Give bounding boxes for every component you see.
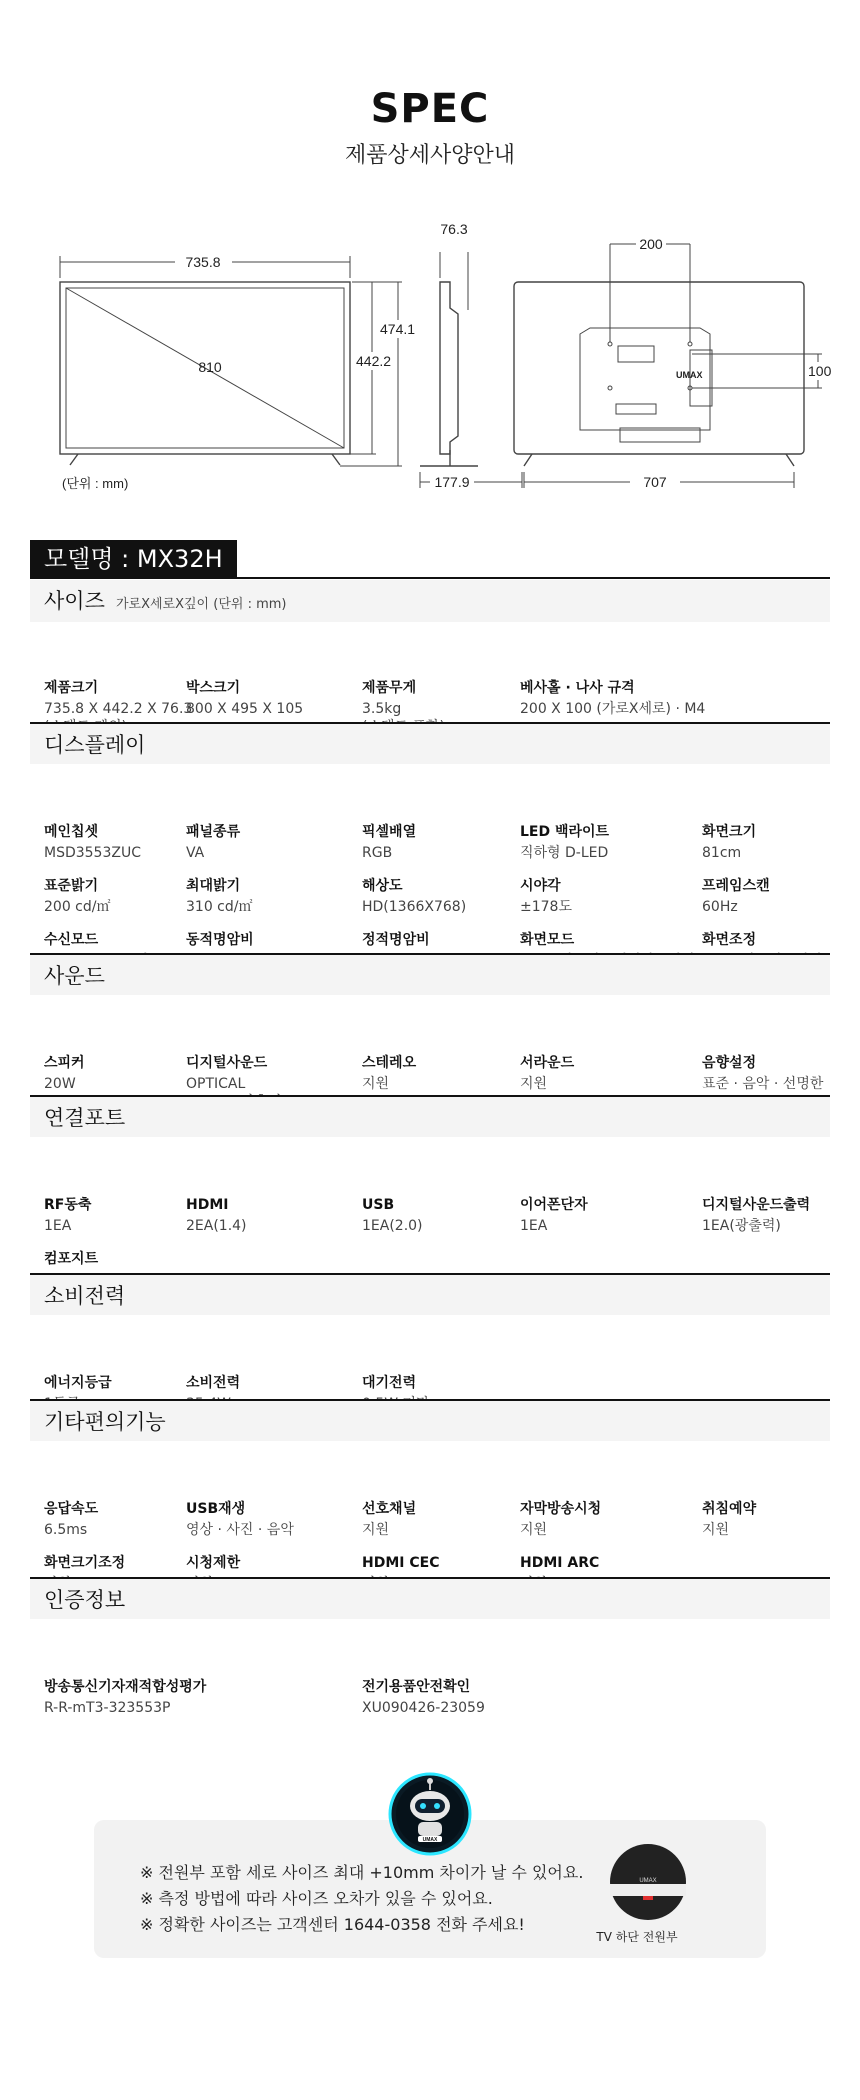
spec-cell: 해상도 HD(1366X768) bbox=[362, 878, 467, 915]
spec-cell: 화면모드 bbox=[520, 932, 575, 948]
notice-line: ※ 전원부 포함 세로 사이즈 최대 +10mm 차이가 날 수 있어요. bbox=[140, 1863, 584, 1882]
dim-unit: (단위 : mm) bbox=[62, 476, 129, 491]
spec-cell: 선호채널 지원 bbox=[362, 1501, 417, 1538]
spec-cell: 취침예약 지원 bbox=[702, 1501, 757, 1538]
dim-side-stand-depth: 177.9 bbox=[434, 474, 470, 490]
section-power-header bbox=[30, 1273, 830, 1315]
spec-cell: 컴포지트 bbox=[44, 1251, 99, 1267]
page-header bbox=[0, 86, 860, 169]
section-power-title: 소비전력 bbox=[44, 1284, 126, 1308]
spec-cell: 에너지등급 bbox=[44, 1375, 112, 1391]
section-cert-title: 인증정보 bbox=[44, 1588, 126, 1612]
section-ports-title: 연결포트 bbox=[44, 1106, 126, 1130]
section-display bbox=[30, 722, 830, 952]
spec-cell: 제품무게 3.5kg bbox=[362, 680, 417, 717]
spec-cell: 스테레오 지원 bbox=[362, 1055, 417, 1092]
spec-cell: 베사홀 · 나사 규격 200 X 100 (가로X세로) · M4 bbox=[520, 680, 706, 717]
section-cert bbox=[30, 1577, 830, 1716]
section-sound-header bbox=[30, 953, 830, 995]
spec-cell: 방송통신기자재적합성평가 R-R-mT3-323553P bbox=[44, 1679, 207, 1716]
spec-cell: 정적명암비 bbox=[362, 932, 430, 948]
tv-side-profile bbox=[440, 282, 458, 454]
spec-cell: 박스크기 800 X 495 X 105 bbox=[186, 680, 304, 717]
dim-back-vesa-height: 100 bbox=[808, 363, 832, 379]
spec-cell: 표준밝기 200 cd/㎡ bbox=[44, 878, 111, 915]
spec-cell: 픽셀배열 RGB bbox=[362, 824, 417, 861]
robot-mascot-icon bbox=[388, 1772, 472, 1856]
spec-cell: 이어폰단자 1EA bbox=[520, 1197, 588, 1234]
section-size-header bbox=[30, 580, 830, 622]
spec-cell: 스피커 20W bbox=[44, 1055, 85, 1092]
page-title: SPEC bbox=[370, 86, 490, 132]
section-sound-title: 사운드 bbox=[44, 964, 105, 988]
spec-cell: 화면크기 81cm bbox=[702, 824, 757, 861]
spec-cell: LED 백라이트 직하형 D-LED bbox=[520, 824, 610, 861]
spec-cell: 디지털사운드출력 1EA(광출력) bbox=[702, 1197, 811, 1234]
section-ports-header bbox=[30, 1095, 830, 1137]
spec-cell: 메인칩셋 MSD3553ZUC bbox=[44, 824, 141, 861]
model-badge: 모델명 : MX32H bbox=[30, 540, 237, 578]
section-display-title: 디스플레이 bbox=[44, 733, 146, 757]
section-extra-title: 기타편의기능 bbox=[44, 1410, 166, 1434]
section-sound bbox=[30, 953, 830, 1093]
spec-cell: HDMI ARC bbox=[520, 1555, 600, 1571]
model-divider bbox=[30, 577, 830, 579]
dim-front-height-total: 474.1 bbox=[380, 321, 416, 337]
spec-cell: 전기용품안전확인 XU090426-23059 bbox=[362, 1679, 485, 1716]
spec-cell: 시청제한 bbox=[186, 1555, 241, 1571]
section-extra-header bbox=[30, 1399, 830, 1441]
section-size-title: 사이즈 bbox=[44, 589, 105, 613]
tv-front-leg-right bbox=[332, 454, 340, 465]
spec-cell: 수신모드 bbox=[44, 932, 99, 948]
spec-cell: 최대밝기 310 cd/㎡ bbox=[186, 878, 253, 915]
section-cert-header bbox=[30, 1577, 830, 1619]
tv-circle-brand: UMAX bbox=[639, 1878, 657, 1884]
spec-cell: 대기전력 bbox=[362, 1375, 417, 1391]
spec-cell: HDMI 2EA(1.4) bbox=[186, 1197, 247, 1234]
dim-side-depth: 76.3 bbox=[440, 221, 468, 237]
spec-cell: 패널종류 VA bbox=[186, 824, 241, 861]
section-power bbox=[30, 1273, 830, 1397]
tv-drawings bbox=[0, 210, 860, 510]
section-extra bbox=[30, 1399, 830, 1575]
tv-power-unit-icon bbox=[610, 1844, 686, 1920]
section-ports bbox=[30, 1095, 830, 1271]
notice-list bbox=[140, 1860, 583, 1938]
spec-cell: 프레임스캔 60Hz bbox=[702, 878, 770, 915]
spec-cell: 소비전력 bbox=[186, 1375, 241, 1391]
spec-cell: 화면크기조정 bbox=[44, 1555, 126, 1571]
dim-back-stand-width: 707 bbox=[643, 474, 667, 490]
spec-cell: 음향설정 표준 · 음악 · 선명한 bbox=[702, 1055, 824, 1092]
page-subtitle: 제품상세사양안내 bbox=[344, 143, 516, 168]
notice-line: ※ 측정 방법에 따라 사이즈 오차가 있을 수 있어요. bbox=[140, 1889, 493, 1908]
mascot-brand: UMAX bbox=[422, 1837, 438, 1843]
spec-cell: 응답속도 6.5ms bbox=[44, 1501, 99, 1538]
spec-cell: 자막방송시청 지원 bbox=[520, 1501, 602, 1538]
spec-cell: 시야각 ±178도 bbox=[520, 878, 572, 915]
notice-line: ※ 정확한 사이즈는 고객센터 1644-0358 전화 주세요! bbox=[140, 1915, 525, 1934]
section-size bbox=[30, 580, 830, 715]
dim-front-diagonal: 810 bbox=[198, 359, 222, 375]
section-display-header bbox=[30, 722, 830, 764]
spec-cell: 화면조정 bbox=[702, 932, 757, 948]
spec-cell: USB 1EA(2.0) bbox=[362, 1197, 423, 1234]
spec-cell: HDMI CEC bbox=[362, 1555, 440, 1571]
spec-cell: 동적명암비 bbox=[186, 932, 254, 948]
dim-front-width: 735.8 bbox=[185, 254, 221, 270]
back-logo: UMAX bbox=[676, 370, 703, 380]
dimension-diagram bbox=[0, 210, 860, 510]
tv-front-leg-left bbox=[70, 454, 78, 465]
power-caption: TV 하단 전원부 bbox=[596, 1930, 678, 1944]
dim-back-vesa-width: 200 bbox=[639, 236, 663, 252]
spec-cell: 서라운드 지원 bbox=[520, 1055, 575, 1092]
spec-cell: USB재생 영상 · 사진 · 음악 bbox=[186, 1501, 294, 1538]
spec-cell: 디지털사운드 OPTICAL bbox=[186, 1055, 268, 1092]
spec-cell: 제품크기 735.8 X 442.2 X 76.3 bbox=[44, 680, 193, 717]
section-size-note: 가로X세로X깊이 (단위 : mm) bbox=[115, 597, 287, 612]
spec-cell: RF동축 1EA bbox=[44, 1197, 92, 1234]
dim-front-height-panel: 442.2 bbox=[356, 353, 392, 369]
